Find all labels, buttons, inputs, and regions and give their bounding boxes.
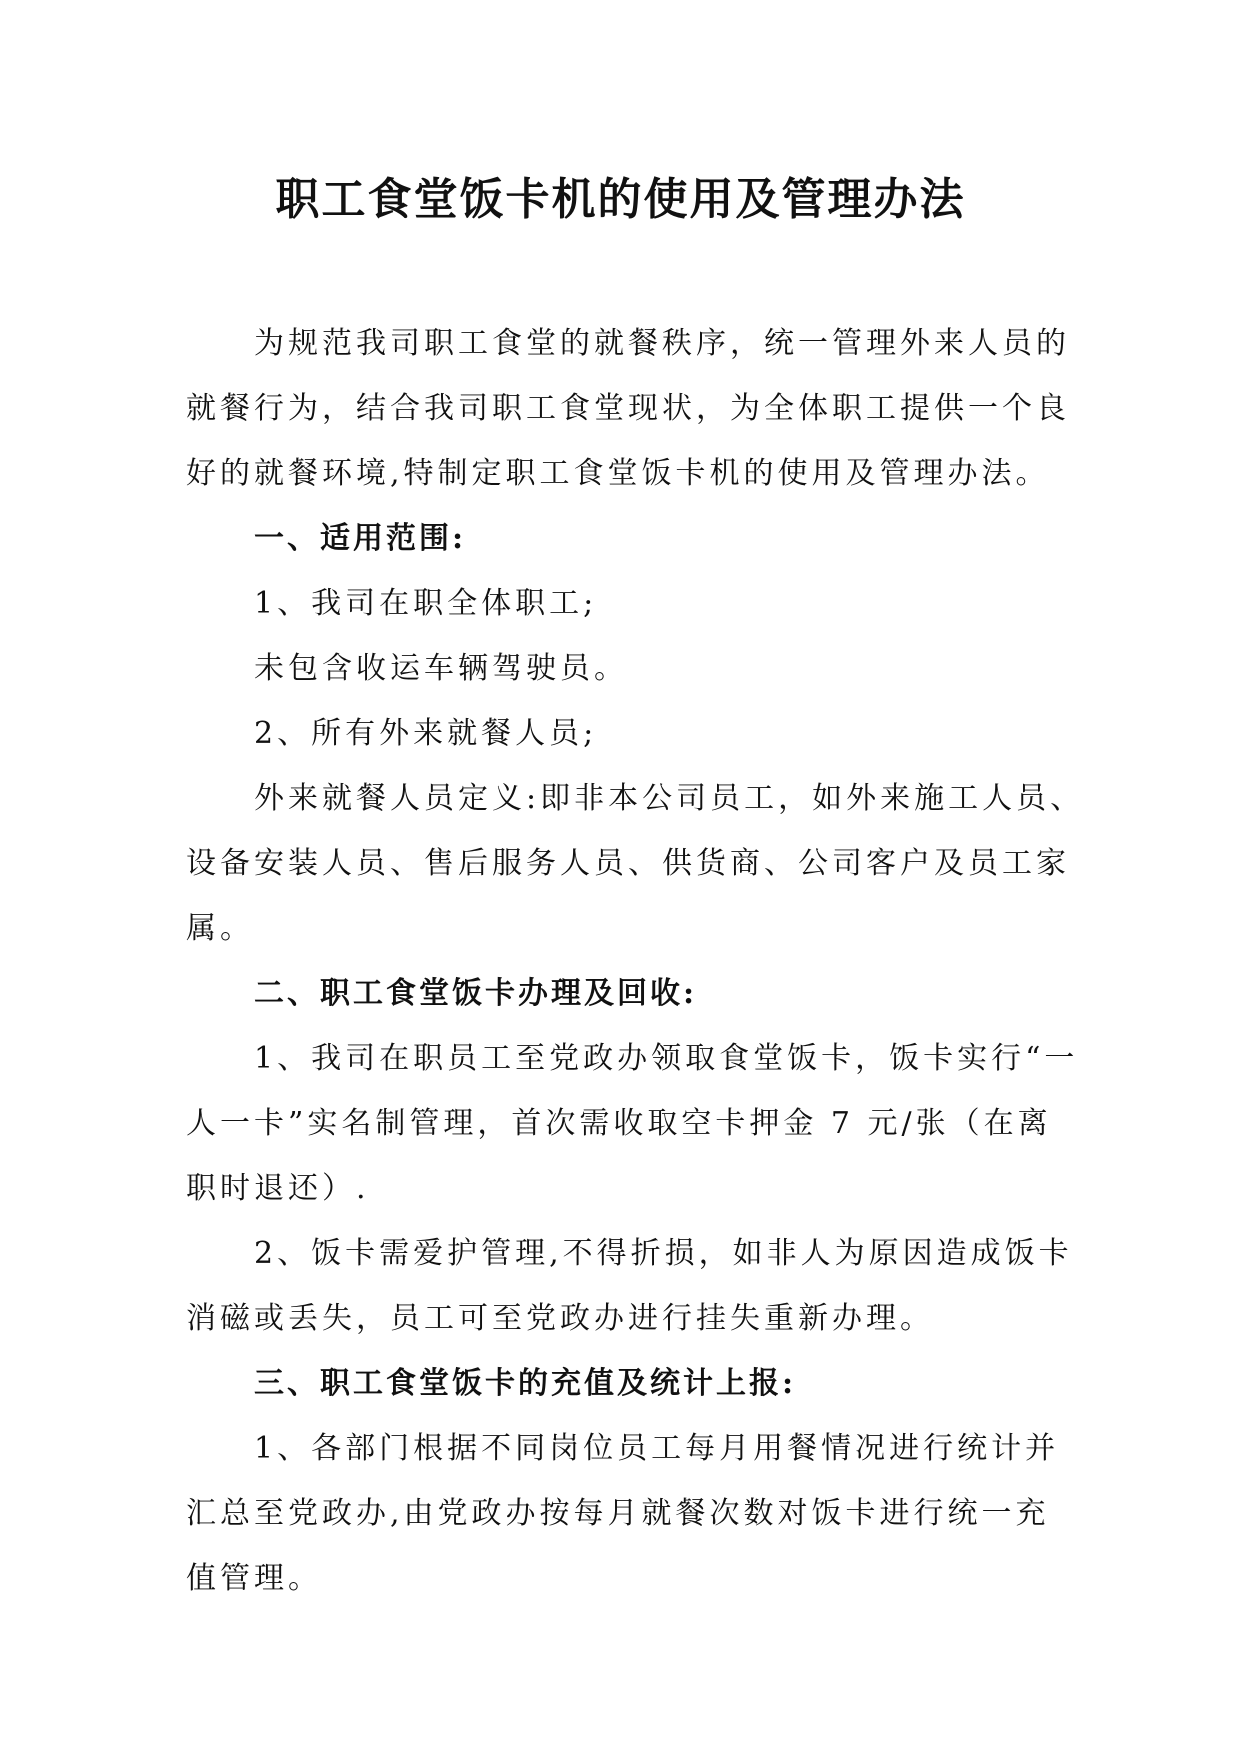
list-item: 2、饭卡需爱护管理,不得折损，如非人为原因造成饭卡 xyxy=(254,1236,1073,1271)
paragraph-line: 职时退还）. xyxy=(186,1171,370,1206)
paragraph-line: 就餐行为，结合我司职工食堂现状，为全体职工提供一个良 xyxy=(186,391,1070,426)
list-item: 1、各部门根据不同岗位员工每月用餐情况进行统计并 xyxy=(254,1431,1060,1466)
paragraph-line: 为规范我司职工食堂的就餐秩序，统一管理外来人员的 xyxy=(254,326,1070,361)
paragraph-line: 人一卡”实名制管理，首次需收取空卡押金 7 元/张（在离 xyxy=(186,1106,1052,1141)
paragraph-line: 属。 xyxy=(186,911,254,946)
list-item: 1、我司在职员工至党政办领取食堂饭卡，饭卡实行“一 xyxy=(254,1041,1079,1076)
paragraph-line: 值管理。 xyxy=(186,1561,322,1596)
paragraph-line: 外来就餐人员定义:即非本公司员工，如外来施工人员、 xyxy=(254,781,1085,816)
list-item: 1、我司在职全体职工; xyxy=(254,586,598,621)
paragraph-line: 消磁或丢失，员工可至党政办进行挂失重新办理。 xyxy=(186,1301,934,1336)
section-heading: 二、职工食堂饭卡办理及回收: xyxy=(254,976,698,1011)
document-title: 职工食堂饭卡机的使用及管理办法 xyxy=(275,174,966,225)
paragraph-line: 设备安装人员、售后服务人员、供货商、公司客户及员工家 xyxy=(186,846,1070,881)
list-item: 2、所有外来就餐人员; xyxy=(254,716,598,751)
paragraph-line: 未包含收运车辆驾驶员。 xyxy=(254,651,628,686)
paragraph-line: 汇总至党政办,由党政办按每月就餐次数对饭卡进行统一充 xyxy=(186,1496,1050,1531)
section-heading: 三、职工食堂饭卡的充值及统计上报: xyxy=(254,1366,797,1401)
paragraph-line: 好的就餐环境,特制定职工食堂饭卡机的使用及管理办法。 xyxy=(186,456,1050,491)
section-heading: 一、适用范围: xyxy=(254,521,467,556)
